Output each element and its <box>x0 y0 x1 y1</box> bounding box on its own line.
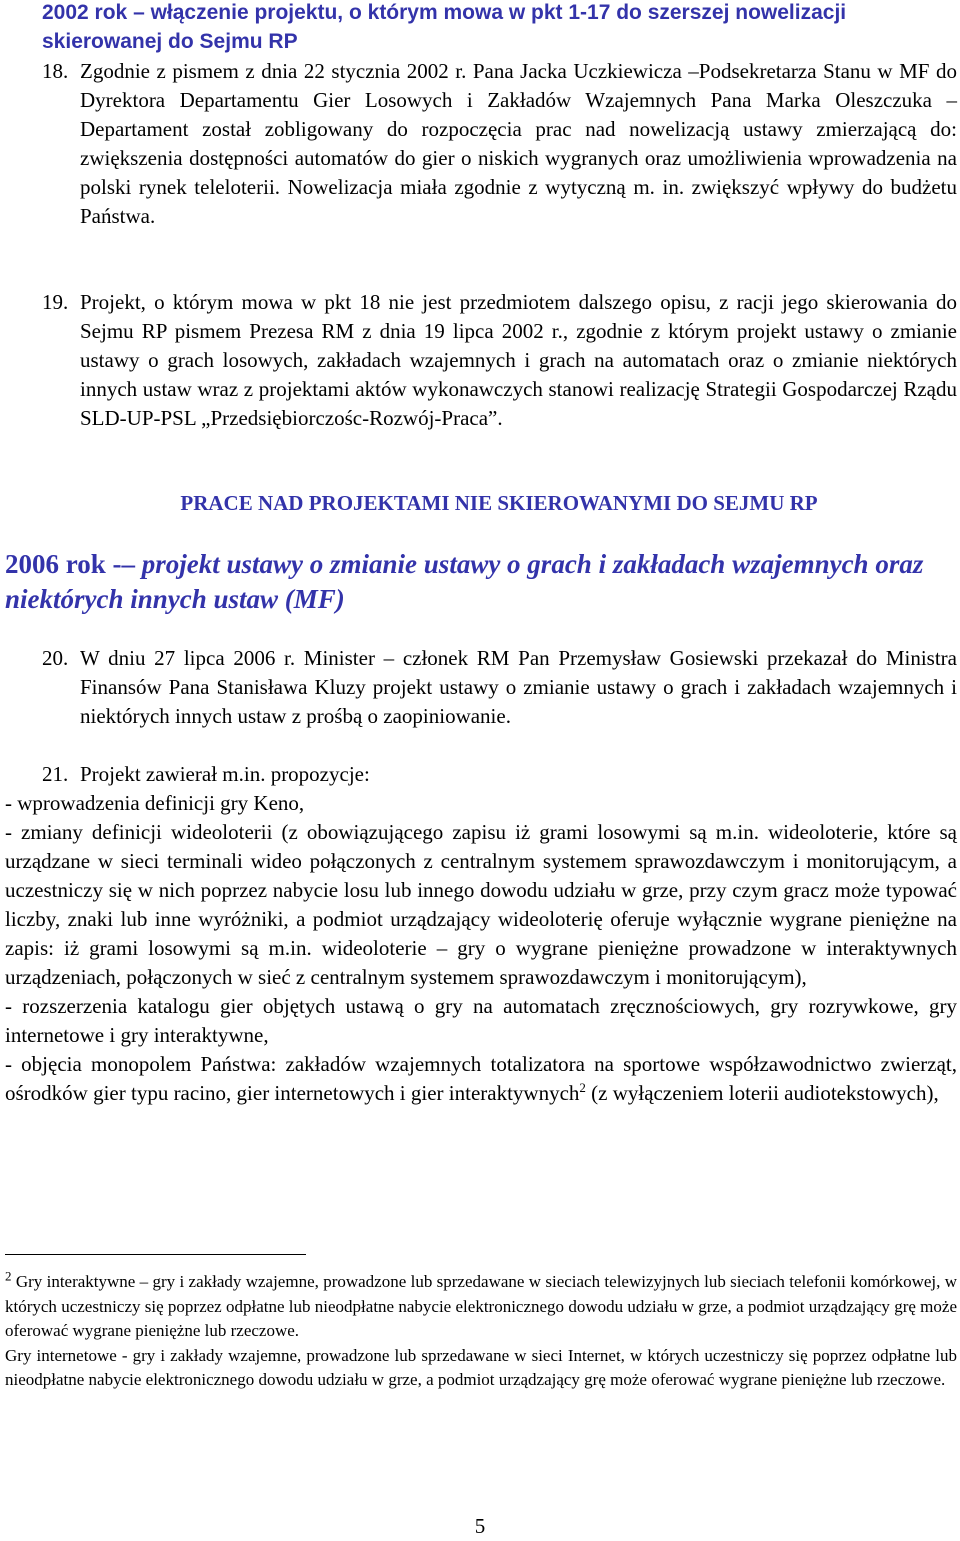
proposal-item: - zmiany definicji wideoloterii (z obowiązującego zapisu iż grami losowymi są m.in. wideoloterie, które są urządzane w sieci terminali wideo połączonych z centralnym systemem sprawozdawczym i monitorującym, a uczestniczy się w nich poprzez nabycie losu lub innego dowodu udziału w grze, przy czym gracz może typować liczby, znaki lub inne wyróżniki, a podmiot urządzający wideoloterię oferuje wyłącznie wygrane pieniężne na zapis: iż grami losowymi są m.in. wideoloterie – gry o wygrane pieniężne prowadzone w interaktywnych urządzeniach, połączonych w sieć z centralnym systemem sprawozdawczym i monitorującym), <box>5 820 957 989</box>
subsection-heading <box>5 547 957 617</box>
footnote-p2: Gry internetowe - gry i zakłady wzajemne, prowadzone lub sprzedawane w sieci Internet, w których uczestniczy się poprzez odpłatne lub nieodpłatne nabycie elektronicznego dowodu udziału w grze, a podmiot urządzający grę może oferować wygrane pieniężne lub rzeczowe. <box>5 1345 957 1389</box>
section-title <box>0 489 960 518</box>
page-number-text: 5 <box>474 1514 486 1538</box>
footnote-p1 <box>5 1270 957 1344</box>
item-text: W dniu 27 lipca 2006 r. Minister – członek RM Pan Przemysław Gosiewski przekazał do Ministra Finansów Pana Stanisława Kluzy projekt ustawy o zmianie ustawy o grach i zakładach wzajemnych i niektórych innych ustaw z prośbą o zaopiniowanie. <box>80 646 957 728</box>
page-number <box>0 1512 960 1541</box>
item-text: Projekt, o którym mowa w pkt 18 nie jest przedmiotem dalszego opisu, z racji jego skierowania do Sejmu RP pismem Prezesa RM z dnia 19 lipca 2002 r., zgodnie z którym projekt ustawy o zmianie ustawy o grach losowych, zakładach wzajemnych i grach na automatach oraz o zmianie niektórych innych ustaw wraz z projektami aktów wykonawczych stanowi realizację Strategii Gospodarczej Rządu SLD-UP-PSL „Przedsiębiorczośc-Rozwój-Praca”. <box>80 290 957 430</box>
proposal-text: - objęcia monopolem Państwa: zakładów wzajemnych totalizatora na sportowe współzawodnictwo zwierząt, ośrodków gier typu racino, gier internetowych i gier interaktywnych <box>5 1052 957 1105</box>
subsection-lead: 2006 rok -– <box>5 549 142 579</box>
subsection-rest: projekt ustawy o zmianie ustawy o grach i zakładach wzajemnych oraz niektórych innych ustaw (MF) <box>5 549 924 614</box>
proposal-list <box>5 789 957 1108</box>
header-link-line <box>42 0 957 56</box>
item-text: Projekt zawierał m.in. propozycje: <box>80 762 370 786</box>
header-line-text: 2002 rok – włączenie projektu, o którym mowa w pkt 1-17 do szerszej nowelizacji skierowanej do Sejmu RP <box>42 1 847 53</box>
item-number: 18. <box>42 59 69 83</box>
proposal-item: - wprowadzenia definicji gry Keno, <box>5 791 305 815</box>
item-number: 19. <box>42 290 69 314</box>
item-18 <box>42 57 957 231</box>
item-number: 20. <box>42 646 69 670</box>
section-title-text: PRACE NAD PROJEKTAMI NIE SKIEROWANYMI DO SEJMU RP <box>180 491 818 515</box>
footnote-separator <box>5 1254 306 1255</box>
proposal-text-after: (z wyłączeniem loterii audiotekstowych), <box>585 1081 939 1105</box>
item-20 <box>42 644 957 731</box>
item-21 <box>42 760 957 789</box>
footnote-ref: 2 <box>579 1080 586 1095</box>
item-text: Zgodnie z pismem z dnia 22 stycznia 2002 r. Pana Jacka Uczkiewicza –Podsekretarza Stanu w MF do Dyrektora Departamentu Gier Losowych i Zakładów Wzajemnych Pana Marka Oleszczuka – Departament został zobligowany do rozpoczęcia prac nad nowelizacją ustawy zmierzającą do: zwiększenia dostępności automatów do gier o niskich wygranych oraz umożliwienia wprowadzenia na polski rynek teleloterii. Nowelizacja miała zgodnie z wytyczną m. in. zwiększyć wpływy do budżetu Państwa. <box>80 59 957 228</box>
item-19 <box>42 288 957 433</box>
item-number: 21. <box>42 762 69 786</box>
footnote <box>5 1270 957 1393</box>
footnote-mark: 2 <box>5 1268 12 1284</box>
proposal-item: - rozszerzenia katalogu gier objętych ustawą o gry na automatach zręcznościowych, gry rozrywkowe, gry internetowe i gry interaktywne, <box>5 994 957 1047</box>
footnote-text: Gry interaktywne – gry i zakłady wzajemne, prowadzone lub sprzedawane w sieciach telewizyjnych lub sieciach telefonii komórkowej, w których uczestniczy się poprzez odpłatne lub nieodpłatne nabycie elektronicznego dowodu udziału w grze, a podmiot urządzający grę może oferować wygrane pieniężne lub rzeczowe. <box>5 1272 957 1340</box>
proposal-item-last <box>5 1050 957 1108</box>
